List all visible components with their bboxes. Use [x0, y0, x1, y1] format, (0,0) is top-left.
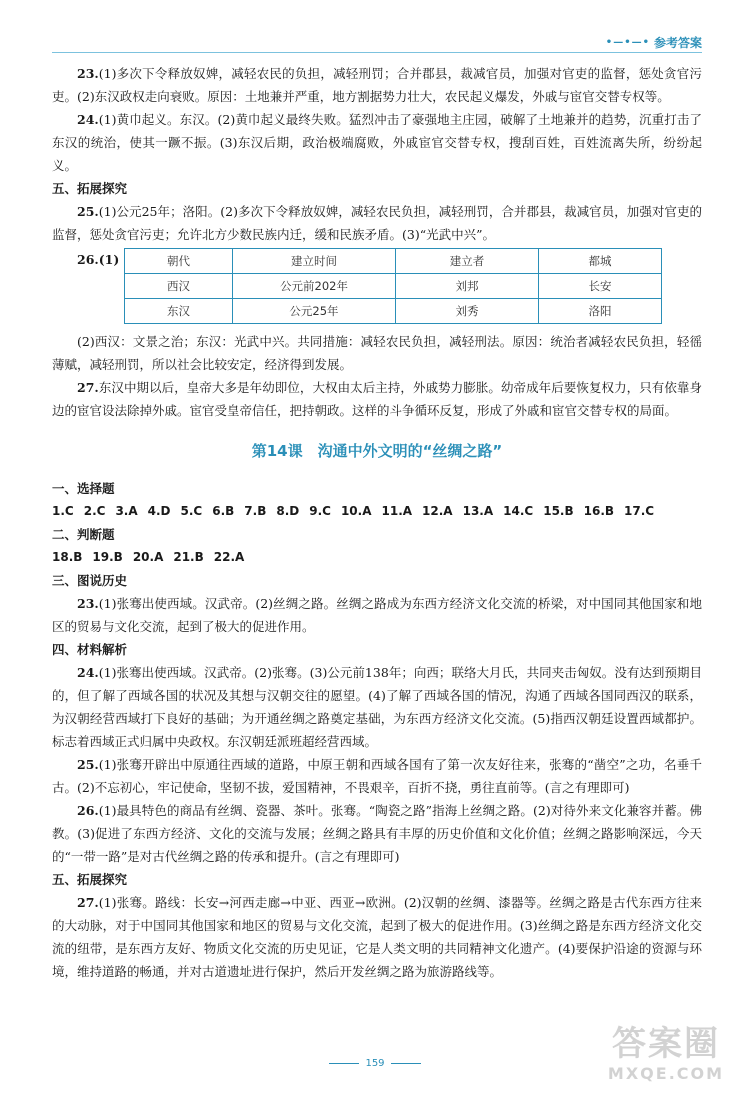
answer-paragraph [52, 661, 702, 753]
question-number: 24. [77, 112, 99, 127]
watermark-text: 答案圈 [612, 1024, 720, 1064]
table-cell: 公元25年 [233, 299, 396, 324]
answer-item: 8.D [276, 504, 300, 518]
answer-paragraph [52, 62, 702, 108]
table-cell: 洛阳 [539, 299, 662, 324]
section-heading: 五、拓展探究 [52, 181, 128, 196]
answer-item: 7.B [244, 504, 267, 518]
answer-item: 16.B [583, 504, 615, 518]
answer-item: 5.C [180, 504, 203, 518]
section-heading: 三、图说历史 [52, 573, 128, 588]
header-tag-label: 参考答案 [653, 36, 702, 50]
table-cell: 东汉 [125, 299, 233, 324]
answer-item: 10.A [340, 504, 372, 518]
answer-text: (1)张骞出使西域。汉武帝。(2)张骞。(3)公元前138年；向西；联络大月氏，共同夹击匈奴。没有达到预期目的，但了解了西域各国的状况及其想与汉朝交往的愿望。(4)了解了西域各国的情况，沟通了西域各国同西汉的联系，为汉朝经营西域打下良好的基础；为开通丝绸之路奠定基础，为东西方经济文化交流。(5)指西汉朝廷设置西域都护。标志着西域正式归属中央政权。东汉朝廷派班超经营西域。 [52, 665, 702, 749]
question-number: 24. [77, 665, 99, 680]
answer-paragraph [52, 592, 702, 638]
table-row [125, 299, 662, 324]
question-number: 25. [77, 757, 99, 772]
answer-text: (1)张骞。路线：长安→河西走廊→中亚、西亚→欧洲。(2)汉朝的丝绸、漆器等。丝绸之路是古代东西方往来的大动脉，对于中国同其他国家和地区的贸易与文化交流，起到了极大的促进作用。(3)丝绸之路是东西方经济文化交流的纽带，是东西方友好、物质文化交流的历史见证，它是人类文明的共同精神文化遗产。(4)要保护沿途的资源与环境，维持道路的畅通，并对古道遗址进行保护，然后开发丝绸之路为旅游路线等。 [52, 895, 702, 979]
judge-answers [52, 546, 702, 569]
answer-paragraph [52, 891, 702, 983]
watermark-logo [596, 1024, 736, 1094]
header-dots-decoration: •—•—• [605, 37, 650, 48]
watermark-url: MXQE.COM [607, 1064, 725, 1083]
question-number: 27. [77, 895, 99, 910]
header-rule [52, 52, 702, 53]
page-number-label: 159 [365, 1058, 385, 1069]
answer-paragraph [52, 753, 702, 799]
answer-item: 18.B [52, 550, 83, 564]
answer-paragraph [52, 200, 702, 246]
dynasty-table [124, 248, 662, 324]
answer-text: (1)张骞开辟出中原通往西域的道路，中原王朝和西域各国有了第一次友好往来，张骞的“凿空”之功，名垂千古。(2)不忘初心，牢记使命，坚韧不拔，爱国精神，不畏艰辛，百折不挠，勇往直前等。(言之有理即可) [52, 757, 702, 795]
answer-item: 3.A [115, 504, 138, 518]
table-header-cell: 建立时间 [233, 249, 396, 274]
answer-paragraph [52, 108, 702, 177]
page-number-rule [329, 1063, 359, 1064]
section-heading: 四、材料解析 [52, 642, 128, 657]
answer-text: (1)公元25年；洛阳。(2)多次下令释放奴婢，减轻农民负担，减轻刑罚，合并郡县，裁减官员，加强对官吏的监督，惩处贪官污吏；允许北方少数民族内迁，缓和民族矛盾。(3)“光武中兴”。 [52, 204, 702, 242]
answer-item: 13.A [462, 504, 494, 518]
table-cell: 刘秀 [396, 299, 539, 324]
answer-item: 6.B [212, 504, 235, 518]
table-header-cell: 都城 [539, 249, 662, 274]
table-cell: 西汉 [125, 274, 233, 299]
section-heading: 五、拓展探究 [52, 872, 128, 887]
answer-text: (1)张骞出使西域。汉武帝。(2)丝绸之路。丝绸之路成为东西方经济文化交流的桥梁，对中国同其他国家和地区的贸易与文化交流，起到了极大的促进作用。 [52, 596, 702, 634]
table-header-cell: 朝代 [125, 249, 233, 274]
answer-text: (1)黄巾起义。东汉。(2)黄巾起义最终失败。猛烈冲击了豪强地主庄园，破解了土地兼并的趋势，沉重打击了东汉的统治，使其一蹶不振。(3)东汉后期，政治极端腐败，外戚宦官交替专权，搜刮百姓，百姓流离失所，纷纷起义。 [52, 112, 702, 173]
answer-text: 东汉中期以后，皇帝大多是年幼即位，大权由太后主持，外戚势力膨胀。幼帝成年后要恢复权力，只有依靠身边的宦官设法除掉外戚。宦官受皇帝信任，把持朝政。这样的斗争循环反复，形成了外戚和宦官交替专权的局面。 [52, 380, 702, 418]
table-header-row [125, 249, 662, 274]
answer-item: 1.C [52, 504, 74, 518]
answer-text: (1)多次下令释放奴婢，减轻农民的负担，减轻刑罚；合并郡县，裁减官员，加强对官吏的监督，惩处贪官污吏。(2)东汉政权走向衰败。原因：土地兼并严重，地方割据势力壮大，农民起义爆发，外戚与宦官交替专权等。 [52, 66, 702, 104]
choice-answers [52, 500, 702, 523]
question-number: 23. [77, 66, 99, 81]
question-number: 26.(1) [77, 252, 120, 267]
answer-text: (1)最具特色的商品有丝绸、瓷器、茶叶。张骞。“陶瓷之路”指海上丝绸之路。(2)对待外来文化兼容并蓄。佛教。(3)促进了东西方经济、文化的交流与发展；丝绸之路具有丰厚的历史价值和文化价值；丝绸之路影响深远，今天的“一带一路”是对古代丝绸之路的传承和提升。(言之有理即可) [52, 803, 702, 864]
section-heading: 二、判断题 [52, 527, 115, 542]
section-heading: 一、选择题 [52, 481, 115, 496]
answer-item: 15.B [543, 504, 574, 518]
answer-item: 17.C [624, 504, 655, 518]
question-number: 23. [77, 596, 99, 611]
answer-item: 14.C [503, 504, 534, 518]
answer-paragraph: (2)西汉：文景之治；东汉：光武中兴。共同措施：减轻农民负担，减轻刑法。原因：统治者减轻农民负担，轻徭薄赋，减轻刑罚，所以社会比较安定，经济得到发展。 [52, 334, 702, 372]
table-header-cell: 建立者 [396, 249, 539, 274]
answer-item: 4.D [147, 504, 171, 518]
question-number: 26. [77, 803, 99, 818]
page-number-rule [391, 1063, 421, 1064]
lesson-title: 第14课 沟通中外文明的“丝绸之路” [251, 442, 503, 460]
answer-paragraph [52, 376, 702, 422]
q26-table-block [52, 248, 702, 324]
answer-item: 20.A [132, 550, 164, 564]
answer-paragraph [52, 799, 702, 868]
answer-item: 12.A [422, 504, 453, 518]
table-row [125, 274, 662, 299]
answer-item: 11.A [381, 504, 413, 518]
table-cell: 公元前202年 [233, 274, 396, 299]
table-cell: 长安 [539, 274, 662, 299]
answer-item: 9.C [309, 504, 331, 518]
answer-item: 19.B [92, 550, 123, 564]
table-cell: 刘邦 [396, 274, 539, 299]
answer-item: 21.B [173, 550, 204, 564]
header-tag [606, 34, 702, 51]
answer-item: 22.A [213, 550, 245, 564]
question-number: 25. [77, 204, 99, 219]
question-number: 27. [77, 380, 99, 395]
answer-content [52, 62, 702, 983]
answer-item: 2.C [83, 504, 106, 518]
